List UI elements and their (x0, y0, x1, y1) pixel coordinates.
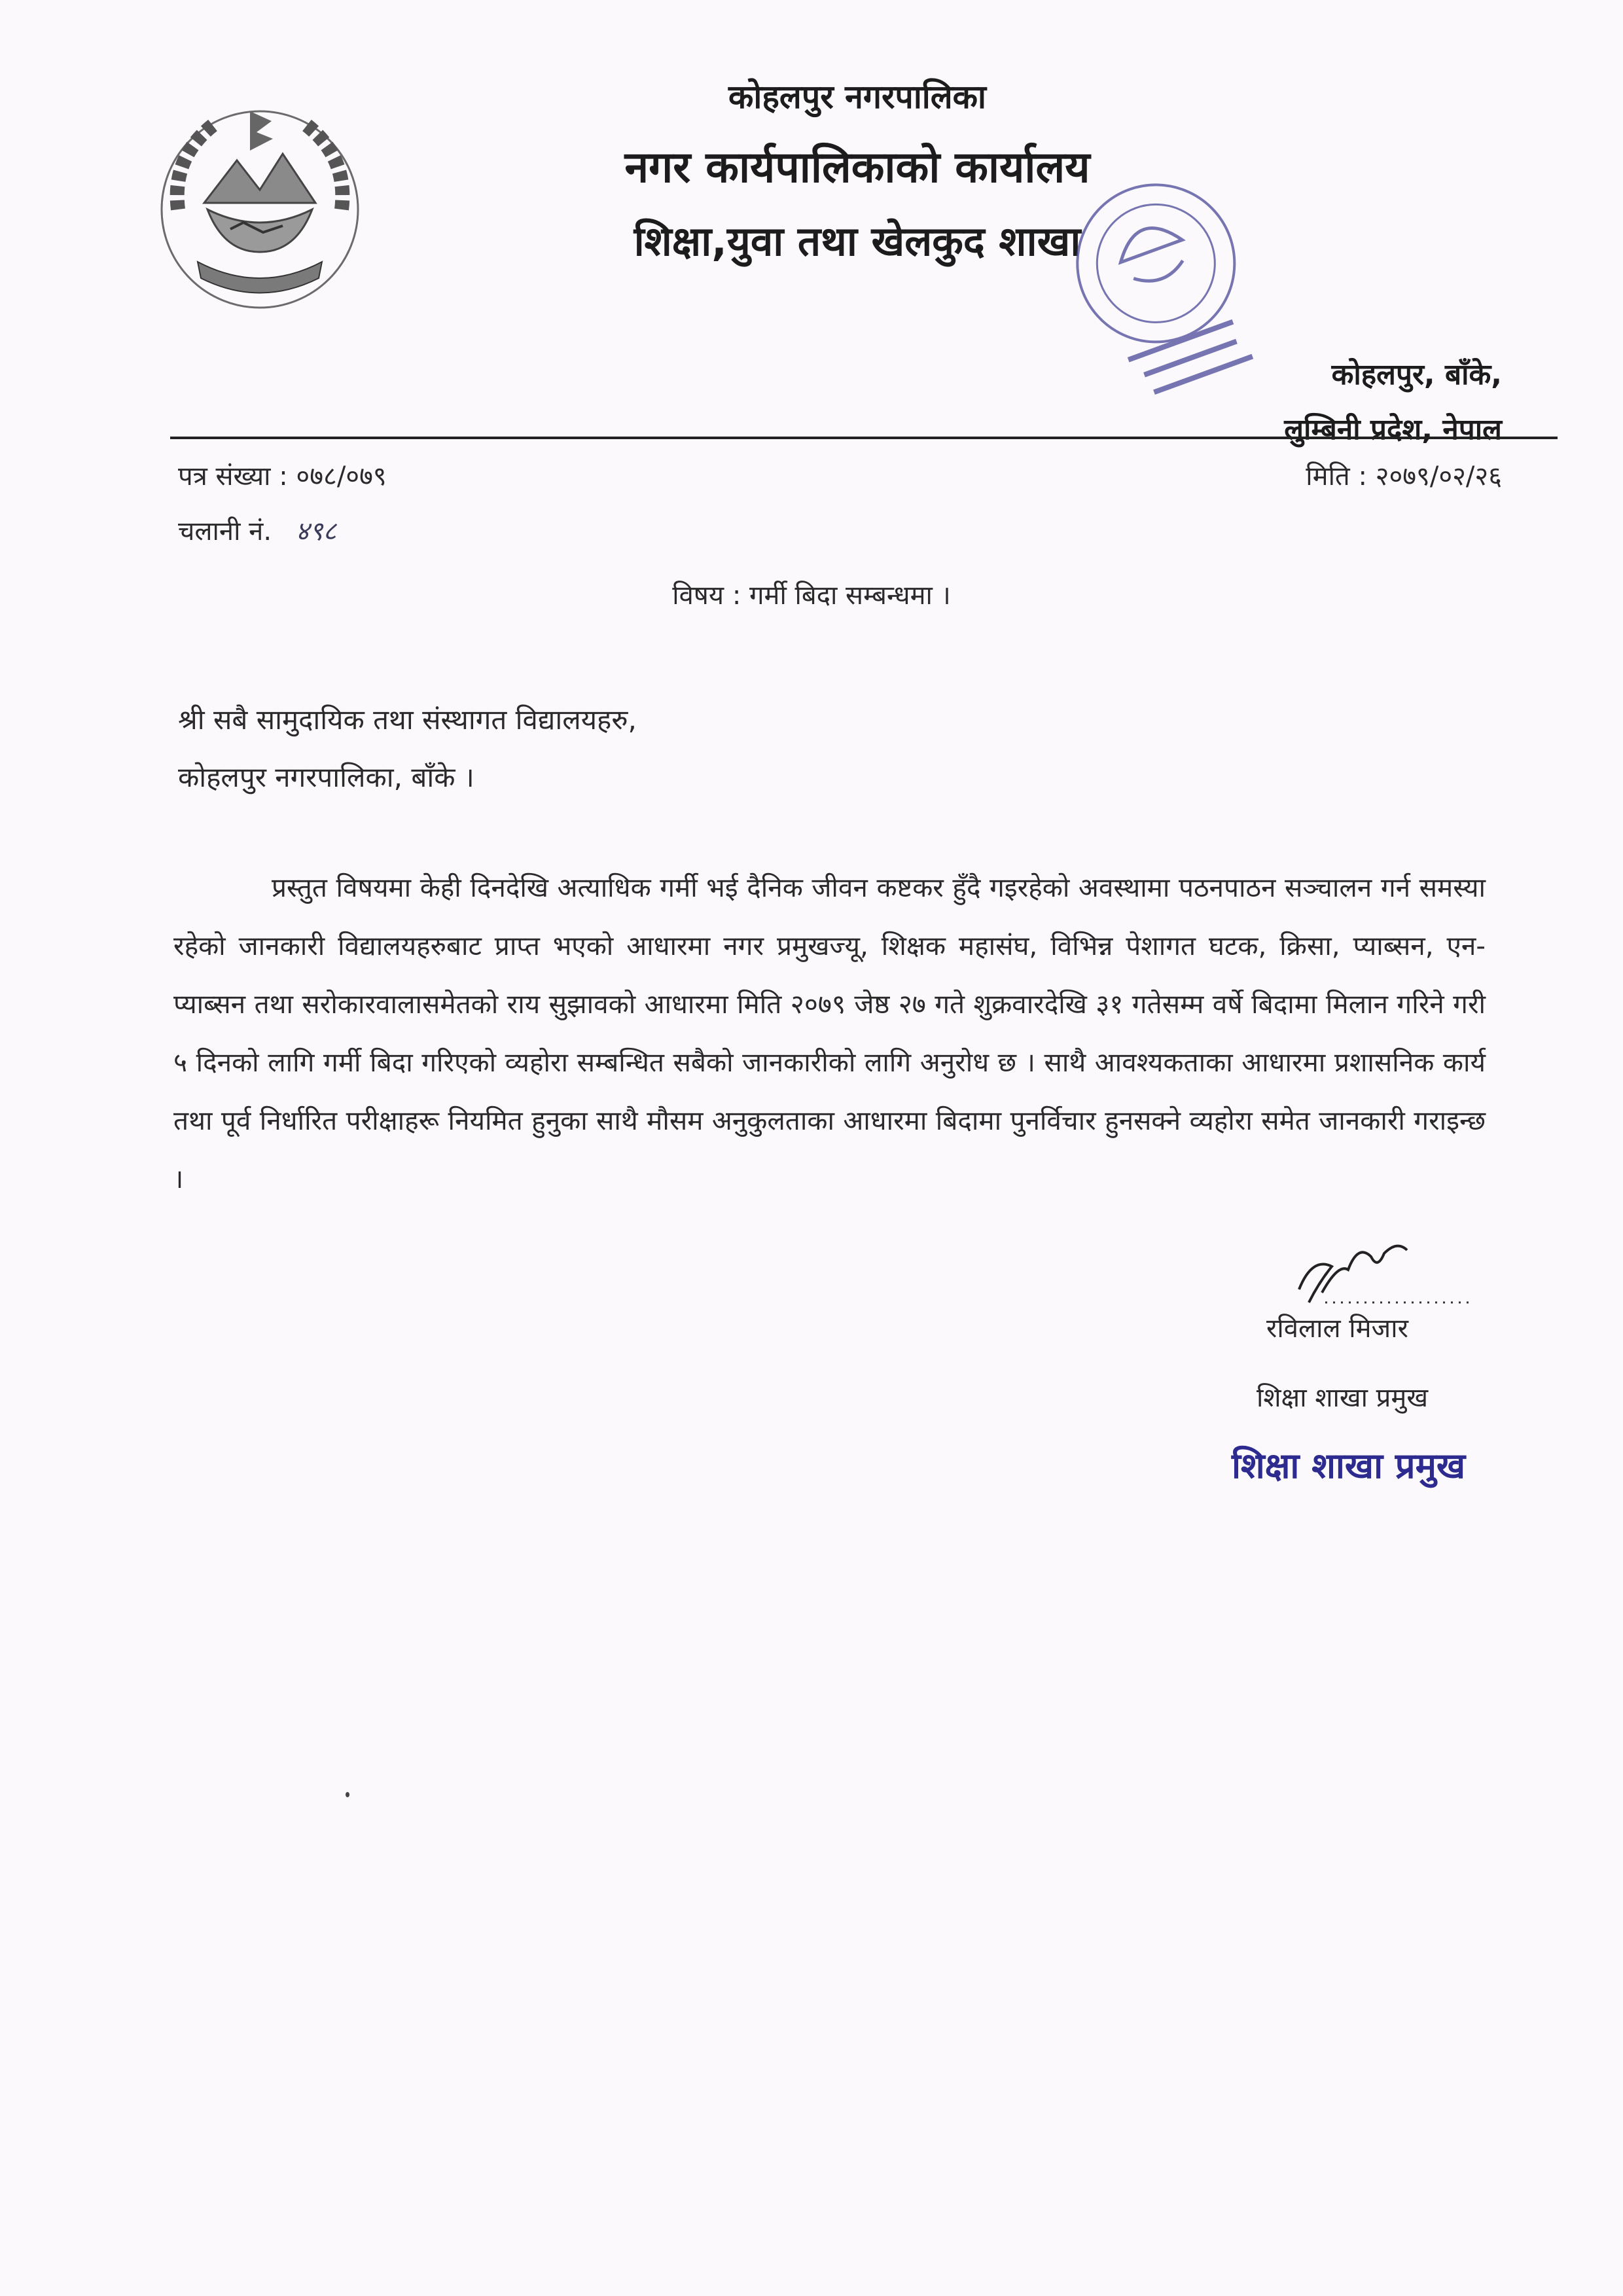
branch-name: शिक्षा,युवा तथा खेलकुद शाखा (633, 217, 1081, 265)
dispatch-number (178, 512, 336, 548)
letter-subject: विषय : गर्मी बिदा सम्बन्धमा । (672, 581, 951, 611)
address-line-1: कोहलपुर, बाँके, (1331, 358, 1502, 391)
address-line-2: लुम्बिनी प्रदेश, नेपाल (1284, 413, 1502, 446)
office-stamp-icon (1034, 164, 1296, 412)
letter-body: प्रस्तुत विषयमा केही दिनदेखि अत्याधिक गर्मी भई दैनिक जीवन कष्टकर हुँदै गइरहेको अवस्थामा पठनपाठन सञ्चालन गर्न समस्या रहेको जानकारी विद्यालयहरुबाट प्राप्त भएको आधारमा नगर प्रमुखज्यू, शिक्षक महासंघ, विभिन्न पेशागत घटक, क्रिसा, प्याब्सन, एन-प्याब्सन तथा सरोकारवालासमेतको राय सुझावको आधारमा मिति २०७९ जेष्ठ २७ गते शुक्रवारदेखि ३१ गतेसम्म वर्षे बिदामा मिलान गरिने गरी ५ दिनको लागि गर्मी बिदा गरिएको व्यहोरा सम्बन्धित सबैको जानकारीको लागि अनुरोध छ । साथै आवश्यकताका आधारमा प्रशासनिक कार्य तथा पूर्व निर्धारित परीक्षाहरू नियमित हुनुका साथै मौसम अनुकुलताका आधारमा बिदामा पुनर्विचार हुनसक्ने व्यहोरा समेत जानकारी गराइन्छ । (173, 872, 1486, 1194)
dispatch-value: ४९८ (295, 516, 337, 547)
signature-icon (1286, 1230, 1476, 1316)
signatory-title: शिक्षा शाखा प्रमुख (1257, 1383, 1429, 1413)
scan-speck (346, 1792, 349, 1797)
office-name: नगर कार्यपालिकाको कार्यालय (624, 142, 1090, 192)
signatory-stamp: शिक्षा शाखा प्रमुख (1232, 1445, 1466, 1486)
addressee-line-2: कोहलपुर नगरपालिका, बाँके । (178, 761, 474, 793)
reference-number: पत्र संख्या : ०७८/०७९ (178, 461, 387, 492)
nepal-emblem-icon (152, 98, 368, 314)
signatory-name: रविलाल मिजार (1266, 1314, 1408, 1344)
header-divider (170, 437, 1558, 439)
letter-date: मिति : २०७९/०२/२६ (1306, 461, 1502, 492)
addressee-line-1: श्री सबै सामुदायिक तथा संस्थागत विद्यालयहरु, (178, 704, 637, 736)
dispatch-label: चलानी नं. (178, 516, 272, 547)
municipality-name: कोहलपुर नगरपालिका (728, 78, 986, 116)
